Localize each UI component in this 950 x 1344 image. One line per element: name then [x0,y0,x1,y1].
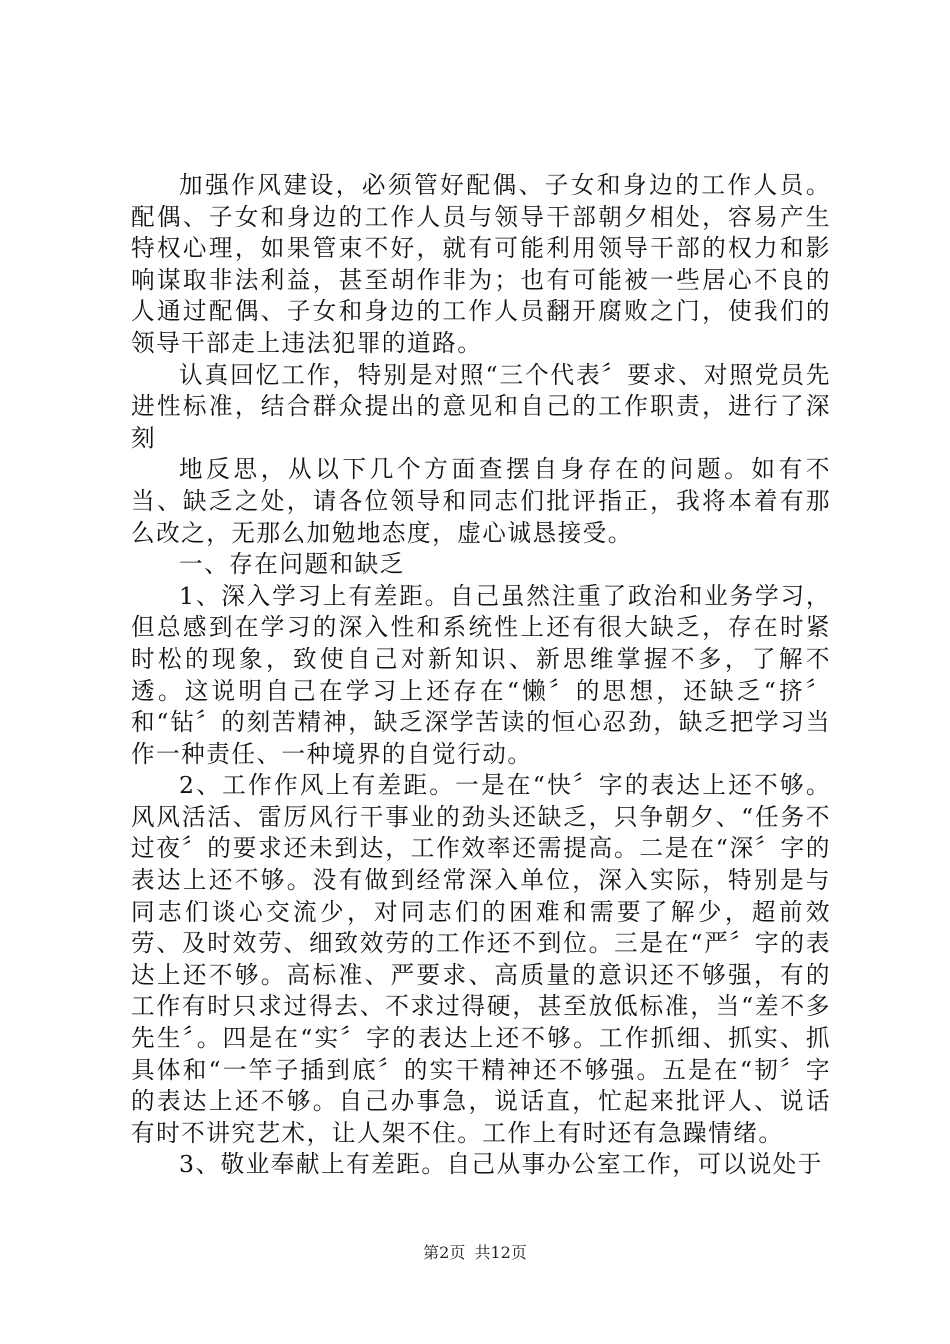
paragraph-dedication-gap: 3、敬业奉献上有差距。自己从事办公室工作，可以说处于 [179,1150,823,1179]
section-heading-problems: 一、存在问题和缺乏 [179,550,405,579]
paragraph-work-style-gap: 2、工作作风上有差距。一是在“快〞字的表达上还不够。风风活活、雷厉风行干事业的劲头还缺乏，只争朝夕、“任务不过夜〞的要求还未到达，工作效率还需提高。二是在“深〞字的表达上还不够。没有做到经常深入单位，深入实际，特别是与同志们谈心交流少，对同志们的困难和需要了解少，超前效劳、及时效劳、细致效劳的工作还不到位。三是在“严〞字的表达上还不够。高标准、严要求、高质量的意识还不够强，有的工作有时只求过得去、不求过得硬，甚至放低标准，当“差不多先生〞。四是在“实〞字的表达上还不够。工作抓细、抓实、抓具体和“一竿子插到底〞的实干精神还不够强。五是在“韧〞字的表达上还不够。自己办事急，说话直，忙起来批评人、说话有时不讲究艺术，让人架不住。工作上有时还有急躁情绪。 [131,771,831,1147]
page-total: 共12页 [474,1243,527,1262]
paragraph-conduct: 加强作风建设，必须管好配偶、子女和身边的工作人员。配偶、子女和身边的工作人员与领导干部朝夕相处，容易产生特权心理，如果管束不好，就有可能利用领导干部的权力和影响谋取非法利益，甚至胡作非为；也有可能被一些居心不良的人通过配偶、子女和身边的工作人员翻开腐败之门，使我们的领导干部走上违法犯罪的道路。 [131,171,831,357]
paragraph-reflection: 认真回忆工作，特别是对照“三个代表〞要求、对照党员先进性标准，结合群众提出的意见和自己的工作职责，进行了深刻 [131,360,831,452]
document-body [131,170,831,1181]
paragraph-study-gap: 1、深入学习上有差距。自己虽然注重了政治和业务学习，但总感到在学习的深入性和系统性上还有很大缺乏，存在时紧时松的现象，致使自己对新知识、新思维掌握不多，了解不透。这说明自己在学习上还存在“懒〞的思想，还缺乏“挤〞和“钻〞的刻苦精神，缺乏深学苦读的恒心忍劲，缺乏把学习当作一种责任、一种境界的自觉行动。 [131,581,831,768]
page-footer [0,1243,950,1263]
paragraph-self-check: 地反思，从以下几个方面查摆自身存在的问题。如有不当、缺乏之处，请各位领导和同志们批评指正，我将本着有那么改之，无那么加勉地态度，虚心诚恳接受。 [131,455,831,547]
page-number: 第2页 [423,1243,466,1262]
